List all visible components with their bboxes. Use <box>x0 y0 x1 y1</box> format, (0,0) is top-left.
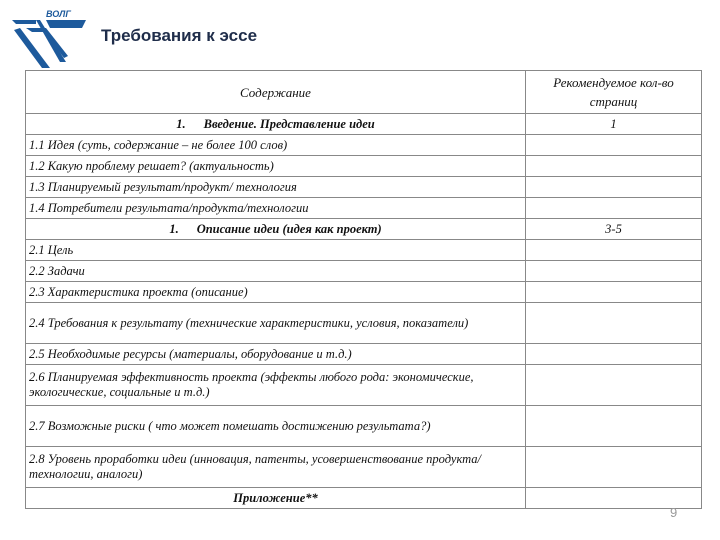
pages-cell <box>526 365 702 406</box>
content-text: 1.4 Потребители результата/продукта/технологии <box>29 200 309 215</box>
logo-text: ВОЛГ <box>46 9 71 19</box>
pages-cell <box>526 156 702 177</box>
table-section-row <box>26 219 702 240</box>
content-text: 1.2 Какую проблему решает? (актуальность) <box>29 158 274 173</box>
content-text: Введение. Представление идеи <box>203 116 375 131</box>
content-text: Описание идеи (идея как проект) <box>196 221 382 236</box>
content-cell <box>26 344 526 365</box>
pages-cell <box>526 447 702 488</box>
content-cell <box>26 406 526 447</box>
pages-cell: 3-5 <box>526 219 702 240</box>
table-row <box>26 303 702 344</box>
table-section-row <box>26 488 702 509</box>
table-row <box>26 365 702 406</box>
content-cell <box>26 303 526 344</box>
content-text: Приложение** <box>233 490 318 505</box>
table-row <box>26 177 702 198</box>
table-row <box>26 156 702 177</box>
pages-cell <box>526 177 702 198</box>
table-row <box>26 282 702 303</box>
content-cell <box>26 447 526 488</box>
pages-cell <box>526 261 702 282</box>
page-number: 9 <box>670 505 678 520</box>
table-section-row <box>26 114 702 135</box>
slide-title: Требования к эссе <box>101 26 258 45</box>
table-row <box>26 447 702 488</box>
content-cell <box>26 240 526 261</box>
content-text: 2.2 Задачи <box>29 263 85 278</box>
logo-stripe <box>42 28 68 58</box>
content-text: 2.4 Требования к результату (технические характеристики, условия, показатели) <box>29 315 469 330</box>
table-row <box>26 344 702 365</box>
content-text: 2.7 Возможные риски ( что может помешать достижению результата?) <box>29 418 431 433</box>
content-cell <box>26 135 526 156</box>
content-cell <box>26 219 526 240</box>
requirements-table <box>25 70 702 509</box>
section-number: 1. <box>176 116 186 131</box>
table-header-row <box>26 71 702 114</box>
content-text: 2.1 Цель <box>29 242 74 257</box>
pages-cell <box>526 406 702 447</box>
table-row <box>26 261 702 282</box>
section-number: 1. <box>169 221 179 236</box>
pages-cell <box>526 240 702 261</box>
pages-cell <box>526 198 702 219</box>
university-logo <box>6 6 92 70</box>
pages-cell <box>526 135 702 156</box>
pages-cell <box>526 282 702 303</box>
pages-cell: 1 <box>526 114 702 135</box>
table-row <box>26 135 702 156</box>
header-content-cell: Содержание <box>26 71 526 114</box>
content-cell <box>26 156 526 177</box>
content-text: 1.3 Планируемый результат/продукт/ технология <box>29 179 297 194</box>
content-cell <box>26 177 526 198</box>
logo-stripe <box>46 20 86 28</box>
content-cell <box>26 114 526 135</box>
table-row <box>26 240 702 261</box>
content-text: 1.1 Идея (суть, содержание – не более 100 слов) <box>29 137 288 152</box>
pages-cell <box>526 303 702 344</box>
content-cell <box>26 282 526 303</box>
content-cell <box>26 488 526 509</box>
content-text: 2.6 Планируемая эффективность проекта (эффекты любого рода: экономические, экологические, социальные и т.д.) <box>29 370 474 399</box>
pages-cell <box>526 344 702 365</box>
content-cell <box>26 198 526 219</box>
table-row <box>26 406 702 447</box>
content-text: 2.8 Уровень проработки идеи (инновация, патенты, усовершенствование продукта/технологии, аналоги) <box>29 452 482 481</box>
header-pages-cell: Рекомендуемое кол-во страниц <box>526 71 702 114</box>
content-cell <box>26 365 526 406</box>
content-text: 2.3 Характеристика проекта (описание) <box>29 284 248 299</box>
logo-stripe <box>12 20 36 24</box>
table-row <box>26 198 702 219</box>
content-cell <box>26 261 526 282</box>
content-text: 2.5 Необходимые ресурсы (материалы, оборудование и т.д.) <box>29 346 352 361</box>
